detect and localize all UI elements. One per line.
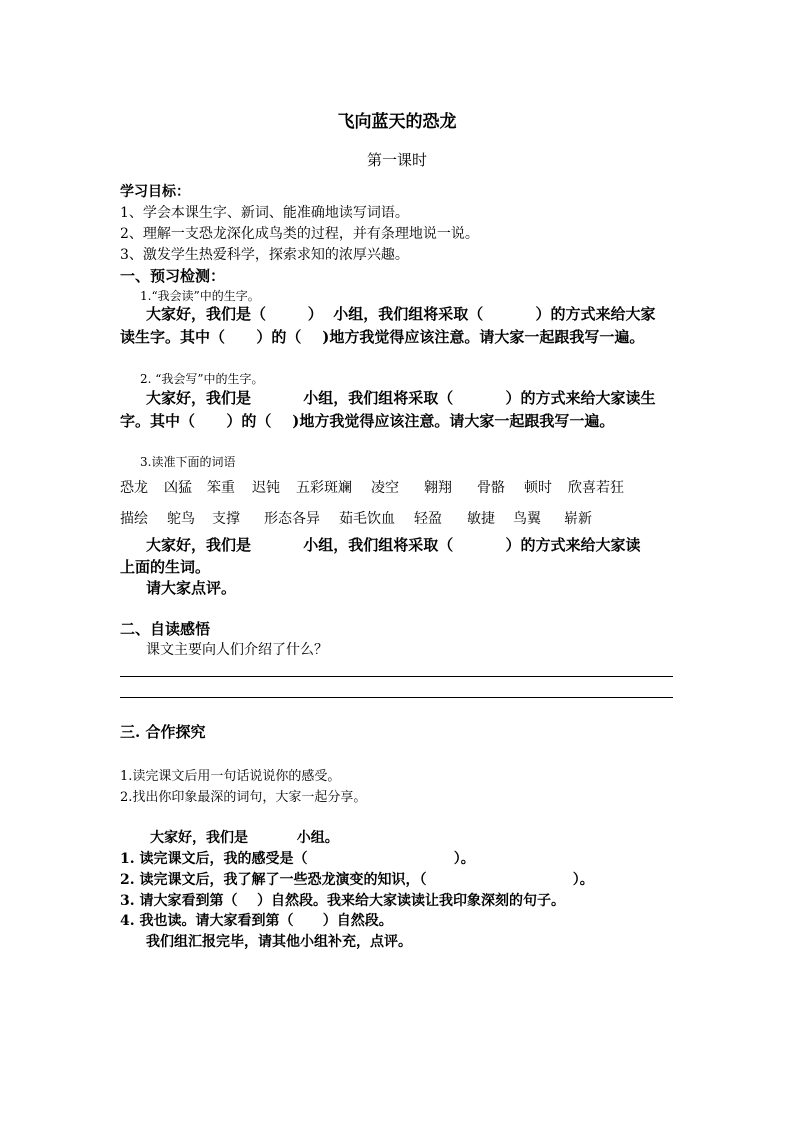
q2-line2: 字。其中（ ）的（ )地方我觉得应该注意。请大家一起跟我写一遍。 [120, 412, 615, 430]
q3-line3: 请大家点评。 [146, 579, 237, 597]
section2-heading: 二、自读感悟 [120, 620, 211, 638]
page-title: 飞向蓝天的恐龙 [337, 112, 457, 132]
word-item: 迟钝 [252, 480, 280, 496]
report-line: 3. 请大家看到第（ ）自然段。我来给大家读读让我印象深刻的句子。 [120, 893, 565, 909]
word-item: 翱翔 [424, 480, 452, 496]
report-line: 2. 读完课文后，我了解了一些恐龙演变的知识，（ ）。 [120, 872, 594, 888]
report-line: 4. 我也读。请大家看到第（ ）自然段。 [120, 913, 393, 929]
word-item: 恐龙 [120, 480, 148, 496]
report-closing: 我们组汇报完毕，请其他小组补充，点评。 [146, 934, 412, 950]
word-item: 笨重 [207, 480, 235, 496]
word-item: 支撑 [212, 511, 240, 527]
section1-heading: 一、预习检测： [120, 267, 226, 285]
word-item: 欣喜若狂 [568, 480, 624, 496]
section3-item: 2.找出你印象最深的词句，大家一起分享。 [120, 790, 367, 805]
word-item: 描绘 [120, 511, 148, 527]
section3-heading: 三. 合作探究 [120, 723, 206, 741]
word-item: 茹毛饮血 [339, 511, 395, 527]
page-subtitle: 第一课时 [366, 151, 427, 169]
word-item: 凌空 [371, 480, 399, 496]
word-item: 五彩斑斓 [296, 480, 352, 496]
q3-label: 3.读准下面的词语 [140, 455, 236, 469]
goal-item: 2、理解一支恐龙深化成鸟类的过程，并有条理地说一说。 [120, 226, 479, 242]
word-item: 敏捷 [467, 511, 495, 527]
section2-question: 课文主要向人们介绍了什么？ [146, 642, 328, 658]
word-item: 轻盈 [414, 511, 442, 527]
goal-item: 1、学会本课生字、新词、能准确地读写词语。 [120, 205, 409, 221]
report-intro: 大家好，我们是 小组。 [150, 830, 339, 846]
word-item: 凶猛 [164, 480, 192, 496]
answer-line [120, 697, 673, 698]
report-line: 1. 读完课文后，我的感受是（ ）。 [120, 851, 475, 867]
word-item: 鸟翼 [513, 511, 541, 527]
word-item: 崭新 [564, 511, 592, 527]
q2-line1: 大家好，我们是 小组，我们组将采取（ ）的方式来给大家读生 [146, 389, 656, 407]
word-item: 形态各异 [264, 511, 320, 527]
q3-line2: 上面的生词。 [120, 558, 211, 576]
goals-heading: 学习目标： [120, 184, 190, 200]
section3-item: 1.读完课文后用一句话说说你的感受。 [120, 769, 341, 784]
word-item: 鸵鸟 [167, 511, 195, 527]
answer-line [120, 676, 673, 677]
q2-label: 2. “我会写”中的生字。 [140, 372, 264, 386]
q1-line2: 读生字。其中（ ）的（ )地方我觉得应该注意。请大家一起跟我写一遍。 [120, 328, 645, 346]
q1-label: 1.“我会读”中的生字。 [140, 289, 260, 303]
q1-line1: 大家好，我们是（ ） 小组，我们组将采取（ ）的方式来给大家 [146, 305, 656, 323]
word-item: 顿时 [524, 480, 552, 496]
word-item: 骨骼 [477, 480, 505, 496]
q3-line1: 大家好，我们是 小组，我们组将采取（ ）的方式来给大家读 [146, 536, 641, 554]
goal-item: 3、激发学生热爱科学，探索求知的浓厚兴趣。 [120, 247, 409, 263]
